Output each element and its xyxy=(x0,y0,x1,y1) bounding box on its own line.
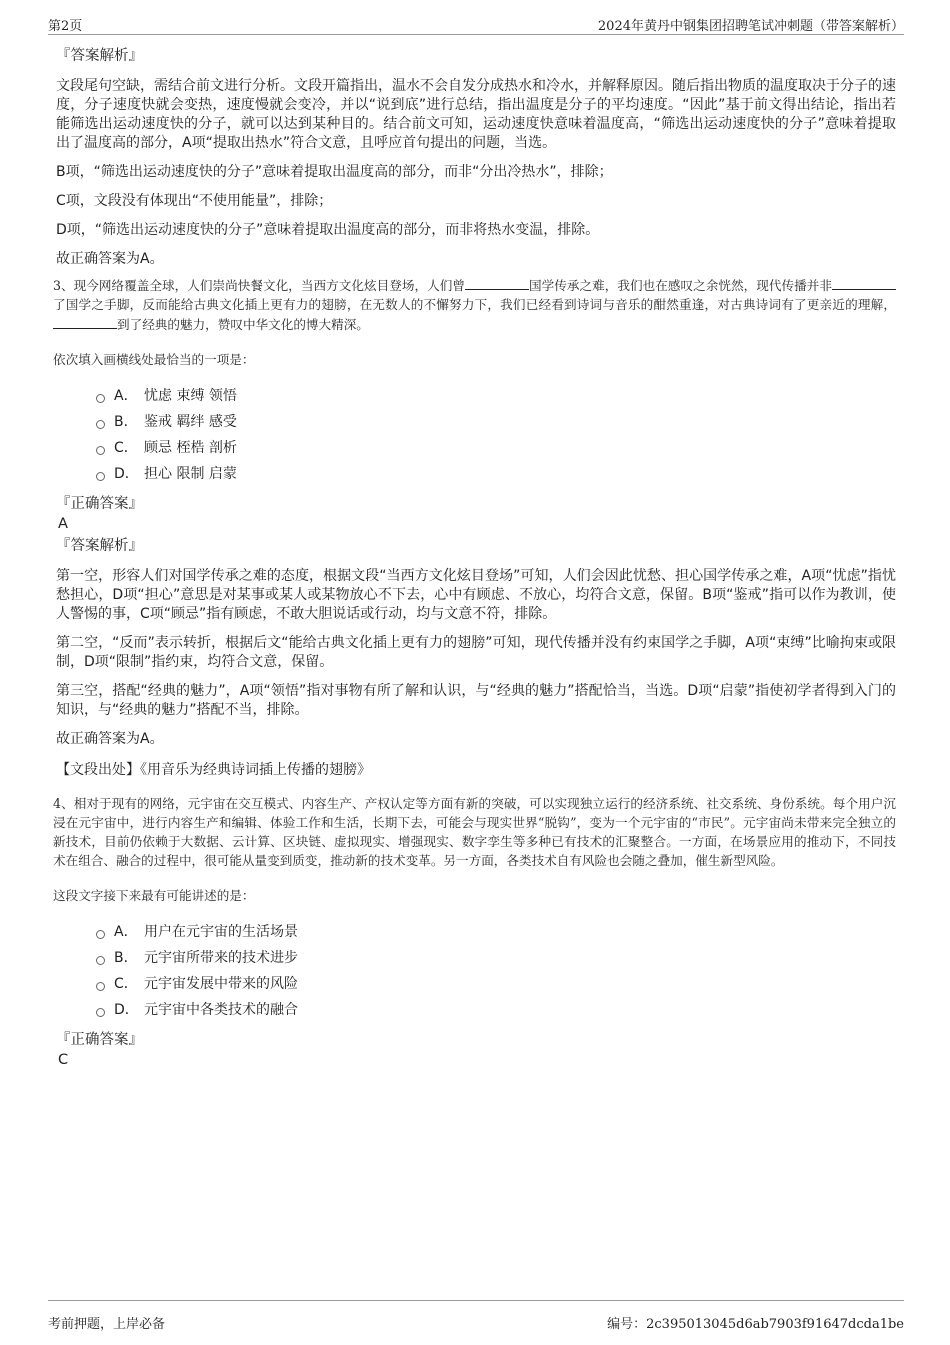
page-header xyxy=(48,14,904,35)
document-title: 2024年黄丹中钢集团招聘笔试冲刺题（带答案解析） xyxy=(597,19,904,34)
radio-icon[interactable] xyxy=(96,956,105,965)
q3-analysis-paragraph: 第三空，搭配“经典的魅力”，A项“领悟”指对事物有所了解和认识，与“经典的魅力”搭配恰当，当选。D项“启蒙”指使初学者得到入门的知识，与“经典的魅力”搭配不当，排除。 xyxy=(56,683,896,718)
q2-analysis-paragraph: 故正确答案为A。 xyxy=(56,251,164,267)
correct-answer-label: 『正确答案』 xyxy=(56,1032,143,1048)
q4-option-d[interactable]: D． 元宇宙中各类技术的融合 xyxy=(96,997,896,1023)
q3-option-d[interactable]: D． 担心 限制 启蒙 xyxy=(96,461,896,487)
q2-analysis-paragraph: D项，“筛选出运动速度快的分子”意味着提取出温度高的部分，而非将热水变温，排除。 xyxy=(56,222,600,238)
q3-option-c[interactable]: C． 顾忌 桎梏 剖析 xyxy=(96,435,896,461)
fill-blank xyxy=(832,275,896,290)
q4-option-b[interactable]: B． 元宇宙所带来的技术进步 xyxy=(96,945,896,971)
analysis-label: 『答案解析』 xyxy=(56,48,143,64)
q4-options xyxy=(96,919,896,1023)
radio-icon[interactable] xyxy=(96,446,105,455)
q4-option-a[interactable]: A． 用户在元宇宙的生活场景 xyxy=(96,919,896,945)
radio-icon[interactable] xyxy=(96,420,105,429)
q3-analysis-paragraph: 第二空，“反而”表示转折，根据后文“能给古典文化插上更有力的翅膀”可知，现代传播并没有约束国学之手脚，A项“束缚”比喻拘束或限制，D项“限制”指约束，均符合文意，保留。 xyxy=(56,635,896,670)
analysis-label: 『答案解析』 xyxy=(56,538,143,554)
document-code: 编号：2c395013045d6ab7903f91647dcda1be xyxy=(607,1317,904,1332)
q3-option-b[interactable]: B． 鉴戒 羁绊 感受 xyxy=(96,409,896,435)
q3-analysis-paragraph: 故正确答案为A。 xyxy=(56,731,164,747)
q3-answer: A xyxy=(58,516,68,532)
fill-blank xyxy=(465,275,529,290)
radio-icon[interactable] xyxy=(96,930,105,939)
correct-answer-label: 『正确答案』 xyxy=(56,496,143,512)
radio-icon[interactable] xyxy=(96,1008,105,1017)
q2-analysis-paragraph: B项，“筛选出运动速度快的分子”意味着提取出温度高的部分，而非“分出冷热水”，排除； xyxy=(56,164,613,180)
q3-source: 【文段出处】《用音乐为经典诗词插上传播的翅膀》 xyxy=(56,762,371,778)
radio-icon[interactable] xyxy=(96,472,105,481)
radio-icon[interactable] xyxy=(96,394,105,403)
q4-answer: C xyxy=(58,1052,69,1068)
q3-stem: 3、现今网络覆盖全球，人们崇尚快餐文化，当西方文化炫目登场，人们曾 国学传承之难，我们也在感叹之余恍然，现代传播并非了国学之手脚，反而能给古典文化插上更有力的翅膀，在无数人的不懈努力下，我们已经看到诗词与音乐的酣然重逢，对古典诗词有了更亲近的理解，到了经典的魅力，赞叹中华文化的博大精深。 xyxy=(53,275,896,334)
q4-prompt: 这段文字接下来最有可能讲述的是： xyxy=(53,888,255,903)
q4-option-c[interactable]: C． 元宇宙发展中带来的风险 xyxy=(96,971,896,997)
fill-blank xyxy=(53,314,117,329)
page-footer xyxy=(48,1300,904,1331)
q2-analysis-paragraph: 文段尾句空缺，需结合前文进行分析。文段开篇指出，温水不会自发分成热水和冷水，并解释原因。随后指出物质的温度取决于分子的速度，分子速度快就会变热，速度慢就会变冷，并以“说到底”进行总结，指出温度是分子的平均速度。“因此”基于前文得出结论，指出若能筛选出运动速度快的分子，就可以达到某种目的。结合前文可知，运动速度快意味着温度高，“筛选出运动速度快的分子”意味着提取出了温度高的部分，A项“提取出热水”符合文意，且呼应首句提出的问题，当选。 xyxy=(56,78,896,151)
q3-prompt: 依次填入画横线处最恰当的一项是： xyxy=(53,352,255,367)
q2-analysis-paragraph: C项，文段没有体现出“不使用能量”，排除； xyxy=(56,193,333,209)
footer-slogan: 考前押题，上岸必备 xyxy=(48,1317,166,1332)
q3-option-a[interactable]: A． 忧虑 束缚 领悟 xyxy=(96,383,896,409)
q3-options xyxy=(96,383,896,487)
q3-analysis-paragraph: 第一空，形容人们对国学传承之难的态度，根据文段“当西方文化炫目登场”可知，人们会因此忧愁、担心国学传承之难，A项“忧虑”指忧愁担心，D项“担心”意思是对某事或某人或某物放心不下去，心中有顾虑、不放心，均符合文意，保留。B项“鉴戒”指可以作为教训，使人警惕的事，C项“顾忌”指有顾虑，不敢大胆说话或行动，均与文意不符，排除。 xyxy=(56,568,896,622)
radio-icon[interactable] xyxy=(96,982,105,991)
page-content xyxy=(53,45,896,1073)
q4-stem: 4、相对于现有的网络，元宇宙在交互模式、内容生产、产权认定等方面有新的突破，可以实现独立运行的经济系统、社交系统、身份系统。每个用户沉浸在元宇宙中，进行内容生产和编辑、体验工作和生活，长期下去，可能会与现实世界“脱钩”，变为一个元宇宙的“市民”。元宇宙尚未带来完全独立的新技术，目前仍依赖于大数据、云计算、区块链、虚拟现实、增强现实、数字孪生等多种已有技术的汇聚整合。一方面，在场景应用的推动下，不同技术在组合、融合的过程中，很可能从量变到质变，推动新的技术变革。另一方面，各类技术自有风险也会随之叠加，催生新型风险。 xyxy=(53,796,896,868)
page-number: 第2页 xyxy=(48,19,83,34)
